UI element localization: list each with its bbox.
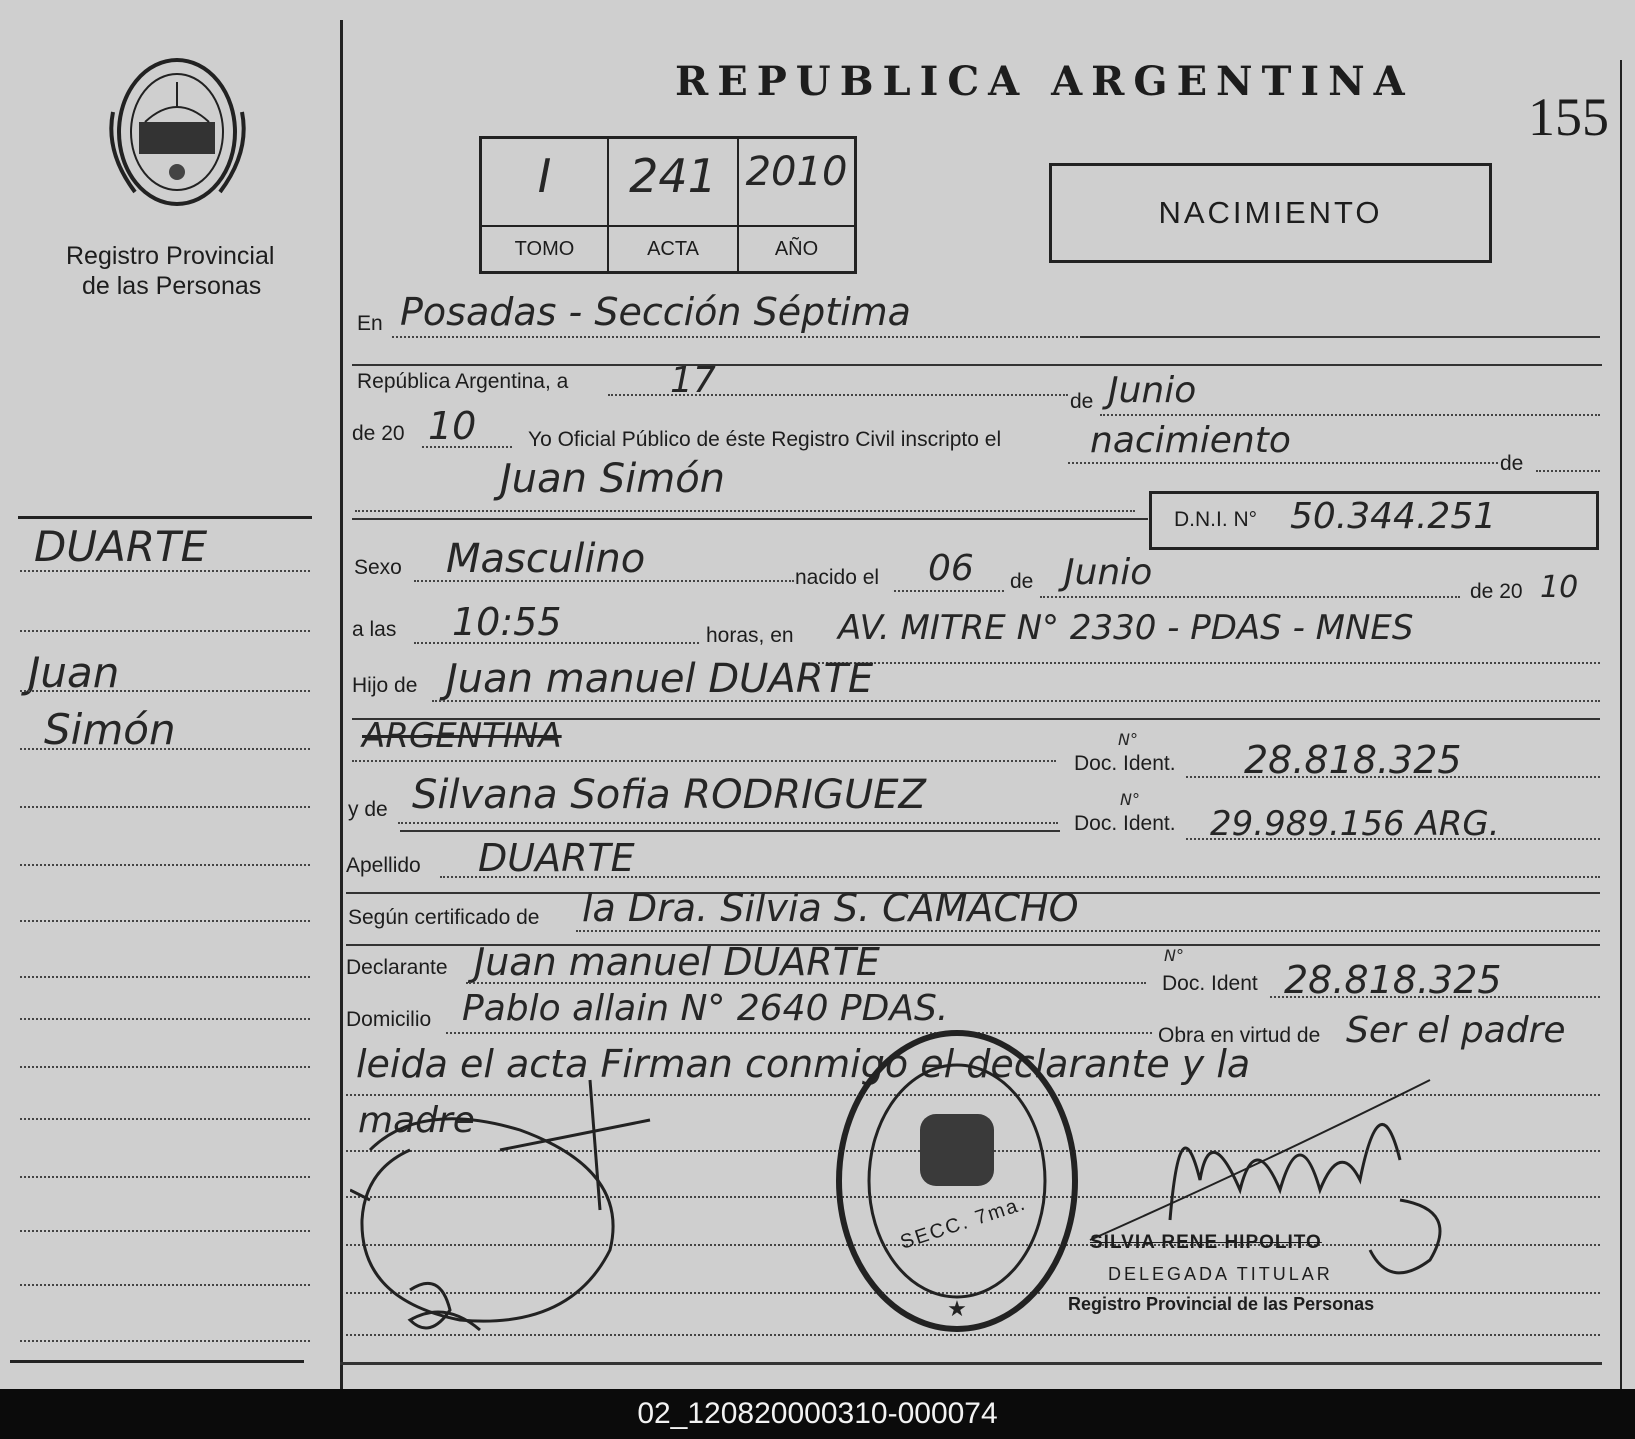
form-bottom-rule [340, 1362, 1602, 1365]
left-rule [20, 806, 310, 808]
domicilio-label: Domicilio [346, 1008, 432, 1031]
form-dotline [1100, 414, 1600, 416]
form-dotline [432, 700, 1600, 702]
left-rule [20, 1340, 310, 1342]
de20-label: de 20 [352, 422, 405, 445]
form-underline [352, 518, 1148, 520]
doc-label-2: Doc. Ident. [1074, 812, 1176, 835]
obra-value: Ser el padre [1346, 1010, 1566, 1051]
registration-table [479, 136, 857, 274]
apellido-value: DUARTE [478, 836, 635, 880]
dni-label: D.N.I. N° [1174, 508, 1258, 531]
doc-label-1: Doc. Ident. [1074, 752, 1176, 775]
en-label: En [357, 312, 383, 335]
left-rule [20, 1018, 310, 1020]
form-dotline [355, 510, 1135, 512]
left-rule [20, 570, 310, 572]
form-dotline [422, 446, 512, 448]
form-dotline [352, 760, 1056, 762]
official-name: SILVIA RENE HIPOLITO [1090, 1232, 1322, 1253]
form-dotline [894, 590, 1004, 592]
signature-declarante-icon [350, 1060, 670, 1350]
stamp-ring-icon [832, 1026, 1082, 1336]
nacido-mes: Junio [1064, 552, 1153, 593]
provincial-seal-icon [105, 52, 250, 212]
svg-text:★: ★ [947, 1296, 967, 1321]
domicilio-value: Pablo allain N° 2640 PDAS. [462, 988, 949, 1029]
column-divider [340, 20, 343, 1390]
tomo-value: I [537, 149, 552, 203]
margin-name2: Simón [44, 705, 176, 754]
form-dotline [392, 336, 1082, 338]
form-dotline [414, 642, 699, 644]
tomo-label: TOMO [482, 225, 607, 271]
declarante-doc: 28.818.325 [1284, 958, 1502, 1002]
left-rule [20, 630, 310, 632]
form-underline [1080, 336, 1600, 338]
inscripto-value: nacimiento [1090, 420, 1291, 461]
left-top-rule [18, 516, 312, 519]
nro-mark-2: N° [1120, 790, 1140, 809]
official-org: Registro Provincial de las Personas [1068, 1294, 1375, 1314]
form-underline [400, 830, 1060, 832]
padre-value: Juan manuel DUARTE [446, 656, 874, 702]
form-dotline [1040, 596, 1460, 598]
alas-label: a las [352, 618, 397, 641]
dni-value: 50.344.251 [1290, 496, 1497, 537]
horas-label: horas, en [706, 624, 794, 647]
left-rule [20, 748, 310, 750]
anio-cell [739, 139, 854, 271]
sexo-label: Sexo [354, 556, 402, 579]
left-rule [20, 1066, 310, 1068]
lugar-value: AV. MITRE N° 2330 - PDAS - MNES [838, 608, 1414, 648]
nacido-de-label: de [1010, 570, 1034, 593]
form-dotline [1270, 996, 1600, 998]
left-rule [20, 864, 310, 866]
form-dotline [1186, 776, 1600, 778]
de-label: de [1070, 390, 1094, 413]
stamp-inner-text: SECC. 7ma. [897, 1192, 1030, 1254]
yde-label: y de [348, 798, 388, 821]
left-rule [20, 920, 310, 922]
declarante-label: Declarante [346, 956, 448, 979]
nacido-anio: 10 [1540, 570, 1579, 605]
republica-label: República Argentina, a [357, 370, 569, 393]
obra-label: Obra en virtud de [1158, 1024, 1321, 1047]
margin-name1: Juan [28, 648, 120, 697]
left-rule [20, 1176, 310, 1178]
en-value: Posadas - Sección Séptima [400, 290, 911, 334]
form-underline [352, 364, 1602, 366]
left-rule [20, 1118, 310, 1120]
dia-value: 17 [670, 360, 716, 401]
madre-value: Silvana Sofia RODRIGUEZ [412, 772, 926, 818]
nacido-de20-label: de 20 [1470, 580, 1523, 603]
form-dotline [398, 822, 1058, 824]
anio-label: AÑO [739, 225, 854, 271]
observaciones-line2: madre [358, 1100, 475, 1141]
right-border [1620, 60, 1622, 1390]
mes-value: Junio [1108, 370, 1197, 411]
nro-mark-3: N° [1164, 946, 1184, 965]
madre-doc: 29.989.156 ARG. [1210, 804, 1500, 844]
sexo-value: Masculino [446, 536, 646, 582]
registry-name-line2: de las Personas [82, 272, 262, 300]
acta-value: 241 [629, 149, 717, 203]
document-id-bar: 02_120820000310-000074 [0, 1389, 1635, 1439]
certificado-value: la Dra. Silvia S. CAMACHO [582, 886, 1079, 930]
margin-surname: DUARTE [34, 522, 208, 571]
declarante-value: Juan manuel DUARTE [474, 940, 880, 984]
registry-name-line1: Registro Provincial [66, 242, 275, 270]
form-dotline [414, 580, 794, 582]
oficial-label: Yo Oficial Público de éste Registro Civil inscripto el [528, 428, 1002, 451]
tomo-cell [482, 139, 609, 271]
official-title: DELEGADA TITULAR [1108, 1264, 1333, 1284]
left-rule [20, 690, 310, 692]
certificado-label: Según certificado de [348, 906, 540, 929]
official-stamp [832, 1026, 1082, 1336]
act-type-box: NACIMIENTO [1049, 163, 1492, 263]
acta-cell [609, 139, 739, 271]
form-dotline [608, 394, 1068, 396]
anio-value: 2010 [745, 149, 848, 195]
form-dotline [466, 982, 1146, 984]
padre-nacionalidad: ARGENTINA [362, 716, 562, 756]
de-label-2: de [1500, 452, 1524, 475]
acta-label: ACTA [609, 225, 737, 271]
form-dotline [1068, 462, 1498, 464]
left-bottom-rule [10, 1360, 304, 1363]
nro-mark-1: N° [1118, 730, 1138, 749]
observaciones-line1: leida el acta Firman conmigo el declarante y la [356, 1042, 1251, 1086]
dni-box [1149, 491, 1599, 550]
form-dotline [440, 876, 1600, 878]
left-rule [20, 1230, 310, 1232]
nacido-dia: 06 [928, 548, 974, 589]
form-dotline [818, 662, 1600, 664]
page-number: 155 [1528, 87, 1609, 147]
hijo-label: Hijo de [352, 674, 418, 697]
nombre-value: Juan Simón [500, 456, 726, 502]
left-rule [20, 976, 310, 978]
anio-acta-value: 10 [428, 404, 477, 448]
country-title: REPUBLICA ARGENTINA [675, 58, 1414, 105]
padre-doc: 28.818.325 [1244, 738, 1462, 782]
form-dotline [1536, 470, 1600, 472]
form-dotline [576, 930, 1600, 932]
left-rule [20, 1284, 310, 1286]
apellido-label: Apellido [346, 854, 421, 877]
form-dotline [1186, 838, 1600, 840]
hora-value: 10:55 [452, 600, 562, 644]
doc-label-3: Doc. Ident [1162, 972, 1258, 995]
signature-official-icon [1070, 1040, 1470, 1300]
nacido-label: nacido el [795, 566, 880, 589]
